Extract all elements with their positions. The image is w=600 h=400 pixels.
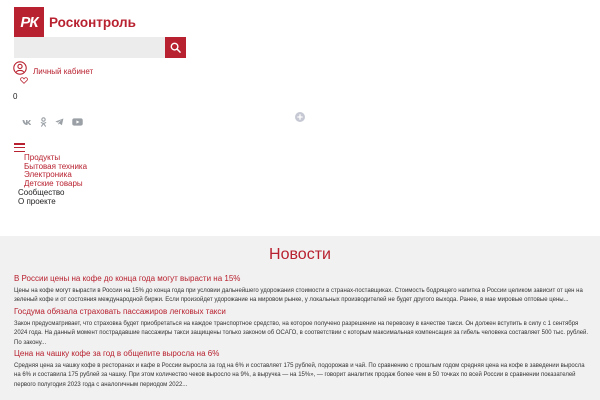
logo-mark: РК (14, 7, 44, 37)
menu-icon (14, 143, 25, 145)
news-item-title[interactable]: Цена на чашку кофе за год в общепите выросла на 6% (14, 349, 220, 359)
menu-item-about[interactable]: О проекте (18, 197, 56, 206)
search-input[interactable] (14, 37, 165, 58)
favorites-count: 0 (13, 92, 18, 101)
news-item (14, 274, 589, 306)
search-icon (170, 42, 181, 53)
vk-icon[interactable] (22, 119, 32, 126)
menu-item-kids[interactable]: Детские товары (24, 179, 83, 189)
add-button[interactable] (295, 109, 305, 127)
category-menu (24, 154, 87, 189)
account-label: Личный кабинет (33, 67, 94, 76)
plus-circle-icon (295, 112, 305, 122)
news-section (0, 236, 600, 400)
menu-item-products[interactable]: Продукты (24, 153, 61, 162)
news-item-excerpt: Средняя цена за чашку кофе в ресторанах и кафе в России выросла за год на 6% и составляет 175 рублей, подорожав и чай. По сравнению с прошлым годом средняя цена на кофе в заведении выросла на 6% и составила 175 рублей за чашку. При этом количество чеков выросло на 9%, а выручка — на 15%», — говорит аналитик продаж более чем в 50 точках по всей России в сравнении показателей первого полугодия 2023 года с аналогичным периодом 2022... (14, 363, 585, 388)
site-logo[interactable] (14, 7, 136, 37)
news-item-title[interactable]: Госдума обязала страховать пассажиров легковых такси (14, 306, 226, 316)
menu-item-appliances[interactable]: Бытовая техника (24, 161, 88, 171)
logo-text: Росконтроль (49, 14, 136, 30)
news-item-excerpt: Закон предусматривает, что страховка будет приобретаться на каждое транспортное средство, на которое получено разрешение на перевозку в качестве такси. Он должен вступить в силу с 1 сентября 2024 года. На данный момент пострадавшие пассажиры такси защищены только законом об ОСАГО, в соответствии с которым максимальная компенсация за гибель человека составляет 500 тыс. рублей. По закону... (14, 320, 589, 346)
news-list (14, 274, 589, 391)
heart-icon (20, 77, 28, 84)
menu-item-electronics[interactable]: Электроника (24, 170, 72, 180)
social-links (22, 117, 83, 127)
top-menu (18, 188, 64, 206)
search-bar (14, 37, 186, 58)
news-item-title[interactable]: В России цены на кофе до конца года могут вырасти на 15% (14, 274, 241, 283)
news-heading: Новости (269, 246, 331, 263)
menu-item-community[interactable]: Сообщество (18, 188, 65, 197)
news-item (14, 307, 589, 348)
news-item-excerpt: Цены на кофе могут вырасти в России на 15% до конца года при условии дальнейшего удорожания стоимости в странах-поставщиках. Стоимость бодрящего напитка в России целиком зависит от цен на зеленый кофе и от состояния международной биржи. Если произойдет удорожание на мировом рынке, у локальных производителей не будет другого выхода. Ранее, в мае мировые оптовые цены... (14, 288, 583, 304)
ok-icon[interactable] (40, 117, 47, 127)
youtube-icon[interactable] (72, 118, 83, 126)
favorites-button[interactable] (20, 71, 28, 89)
search-button[interactable] (165, 37, 186, 58)
telegram-icon[interactable] (55, 118, 64, 126)
news-item (14, 349, 589, 390)
